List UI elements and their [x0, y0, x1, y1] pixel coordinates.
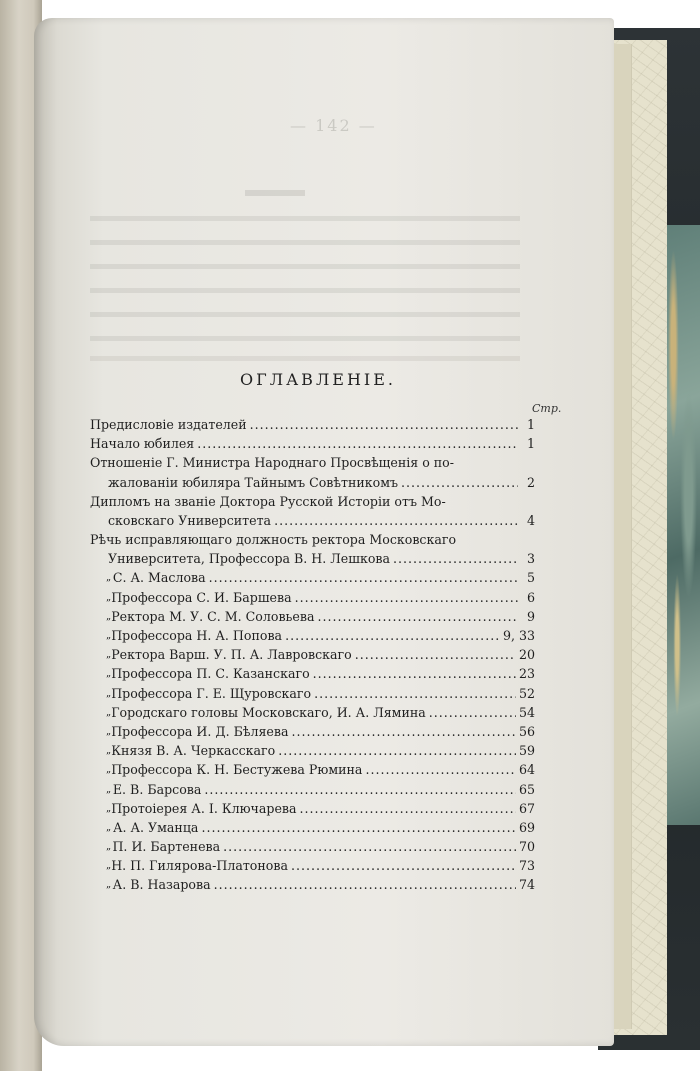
ditto-mark: „: [106, 706, 112, 718]
ditto-mark: „: [106, 687, 112, 699]
leader-dots: [278, 741, 516, 760]
endpaper-edge: [612, 44, 632, 1029]
leader-dots: [291, 722, 516, 741]
toc-entry-page: 3: [526, 551, 535, 567]
table-of-contents: [90, 415, 535, 895]
toc-entry-page: 56: [518, 723, 535, 739]
show-through-text: [90, 216, 520, 221]
leader-dots: [250, 415, 518, 434]
toc-entry-page: 70: [518, 839, 535, 855]
toc-entry-page: 74: [518, 877, 535, 893]
toc-entry-page: 6: [526, 589, 535, 605]
toc-entry: [90, 645, 535, 664]
leader-dots: [317, 607, 518, 626]
leader-dots: [401, 473, 518, 492]
toc-entry-title: Профессора К. Н. Бестужева Рюмина: [111, 762, 363, 778]
leader-dots: [209, 568, 518, 587]
ditto-mark: „: [106, 630, 112, 642]
ditto-mark: „: [106, 725, 112, 737]
toc-entry-title: П. И. Бартенева: [112, 839, 221, 855]
toc-entry: [90, 856, 535, 875]
toc-entry: [90, 607, 535, 626]
toc-entry-title: Профессора И. Д. Бѣляева: [111, 723, 289, 739]
toc-entry-title: Предисловіе издателей: [90, 416, 247, 432]
toc-entry: [90, 876, 535, 895]
leader-dots: [204, 780, 516, 799]
toc-entry-title: А. В. Назарова: [112, 877, 211, 893]
toc-entry: [90, 799, 535, 818]
show-through-text: [90, 288, 520, 293]
show-through-text: [90, 312, 520, 317]
toc-entry-title: Н. П. Гилярова-Платонова: [111, 858, 288, 874]
toc-entry: [90, 549, 535, 568]
page-title: ОГЛАВЛЕНІЕ.: [240, 370, 397, 389]
toc-entry-title: А. А. Уманца: [112, 819, 199, 835]
show-through-text: [90, 356, 520, 361]
toc-entry-title: Университета, Профессора В. Н. Лешкова: [108, 551, 391, 567]
toc-entry: [90, 626, 535, 645]
toc-entry-title: Е. В. Барсова: [112, 781, 202, 797]
leader-dots: [393, 549, 518, 568]
toc-entry-page: 5: [526, 570, 535, 586]
toc-entry-title: Князя В. А. Черкасскаго: [111, 743, 276, 759]
toc-entry: [90, 473, 535, 492]
toc-entry-page: 65: [518, 781, 535, 797]
toc-entry-page: 23: [518, 666, 535, 682]
ditto-mark: „: [106, 591, 112, 603]
toc-entry: [90, 722, 535, 741]
toc-entry-page: 67: [518, 800, 535, 816]
leader-dots: [214, 875, 516, 894]
toc-entry-title: сковскаго Университета: [108, 512, 272, 528]
toc-entry: [90, 434, 535, 453]
toc-entry-page: 1: [526, 436, 535, 452]
toc-entry-page: 4: [526, 512, 535, 528]
ditto-mark: „: [106, 572, 112, 584]
leader-dots: [365, 760, 516, 779]
toc-entry-title: Городскаго головы Московскаго, И. А. Лямина: [111, 704, 426, 720]
speech-list: [90, 569, 535, 895]
toc-entry-page: 52: [518, 685, 535, 701]
toc-entry-page: 9, 33: [502, 628, 535, 644]
show-through-text: [90, 336, 520, 341]
toc-entry: [90, 760, 535, 779]
toc-entry-title: Ректора М. У. С. М. Соловьева: [111, 608, 315, 624]
leader-dots: [291, 856, 516, 875]
leader-dots: [313, 664, 516, 683]
ditto-mark: „: [106, 841, 112, 853]
ditto-mark: „: [106, 821, 112, 833]
toc-entry-page: 9: [526, 608, 535, 624]
toc-entry: [90, 511, 535, 530]
toc-entry-page: 54: [518, 704, 535, 720]
toc-entry: [90, 741, 535, 760]
leader-dots: [355, 645, 516, 664]
show-through-page-number: — 142 —: [290, 116, 377, 135]
toc-entry-page: 1: [526, 416, 535, 432]
leader-dots: [429, 703, 516, 722]
ditto-mark: „: [106, 745, 112, 757]
toc-entry-title: Профессора Н. А. Попова: [111, 628, 283, 644]
toc-entry-page: 69: [518, 819, 535, 835]
toc-entry-title: Начало юбилея: [90, 436, 195, 452]
page-column-label: Стр.: [532, 402, 562, 415]
ditto-mark: „: [106, 879, 112, 891]
leader-dots: [223, 837, 516, 856]
ditto-mark: „: [106, 860, 112, 872]
toc-entry-title: Протоіерея А. І. Ключарева: [111, 800, 297, 816]
toc-entry-page: 20: [518, 647, 535, 663]
marbled-cover-edge: [662, 225, 700, 825]
show-through-text: [245, 190, 305, 196]
ditto-mark: „: [106, 668, 112, 680]
toc-entry-line1: Дипломъ на званіе Доктора Русской Исторіи отъ Мо-: [90, 493, 446, 509]
toc-entry-title: Профессора П. С. Казанскаго: [111, 666, 310, 682]
toc-entry-line1: Отношеніе Г. Министра Народнаго Просвѣщенія о по-: [90, 455, 455, 471]
ditto-mark: „: [106, 764, 112, 776]
toc-entry-title: Ректора Варш. У. П. А. Лавровскаго: [111, 647, 352, 663]
toc-entry: [90, 569, 535, 588]
toc-entry: [90, 818, 535, 837]
toc-entry: [90, 780, 535, 799]
toc-entry-page: 2: [526, 474, 535, 490]
ditto-mark: „: [106, 649, 112, 661]
toc-entry: [90, 837, 535, 856]
leader-dots: [274, 511, 518, 530]
toc-entry: [90, 415, 535, 434]
toc-entry-line1: Рѣчь исправляющаго должность ректора Московскаго: [90, 532, 457, 548]
toc-entry-title: жалованіи юбиляра Тайнымъ Совѣтникомъ: [108, 474, 399, 490]
toc-entry: [90, 684, 535, 703]
leader-dots: [314, 684, 516, 703]
ditto-mark: „: [106, 802, 112, 814]
show-through-text: [90, 240, 520, 245]
toc-entry-title: Профессора Г. Е. Щуровскаго: [111, 685, 312, 701]
toc-entry: [90, 664, 535, 683]
show-through-text: [90, 264, 520, 269]
leader-dots: [295, 588, 518, 607]
leader-dots: [300, 799, 516, 818]
toc-entry: [90, 588, 535, 607]
leader-dots: [197, 434, 518, 453]
toc-entry-page: 64: [518, 762, 535, 778]
toc-entry-title: Профессора С. И. Баршева: [111, 589, 292, 605]
ditto-mark: „: [106, 783, 112, 795]
toc-entry-page: 73: [518, 858, 535, 874]
leader-dots: [285, 626, 500, 645]
toc-entry-page: 59: [518, 743, 535, 759]
toc-entry: [90, 703, 535, 722]
ditto-mark: „: [106, 610, 112, 622]
toc-entry-title: С. А. Маслова: [112, 570, 206, 586]
leader-dots: [201, 818, 516, 837]
